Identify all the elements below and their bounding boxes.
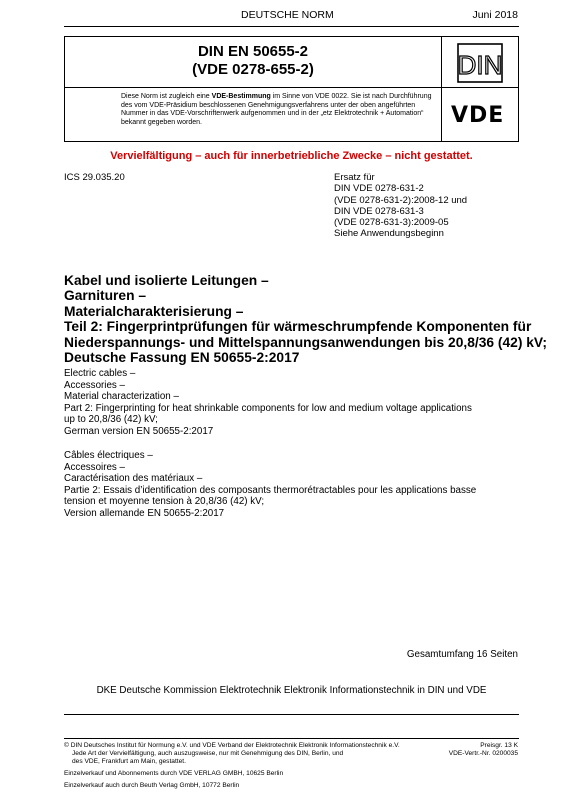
english-title-line: Electric cables – <box>64 368 136 379</box>
french-title-line: Accessoires – <box>64 461 125 473</box>
replacement-line: Siehe Anwendungsbeginn <box>334 228 444 240</box>
copy-prohibition-notice: Vervielfältigung – auch für innerbetriebliche Zwecke – nicht gestattet. <box>110 150 473 162</box>
vde-notice-part: im Sinne von VDE 0022. Sie ist nach Durchführung des vom VDE-Präsidium beschlossenen Genehmigungsverfahrens unter der oben angeführten Nummer in das VDE-Vorschriftenwerk aufgenommen und in der „etz Elektrotechnik + Automation“ bekannt gegeben worden. <box>121 93 432 126</box>
din-logo <box>457 43 503 83</box>
replacement-line: (VDE 0278-631-2):2008-12 und <box>334 194 468 206</box>
title-box <box>64 36 519 142</box>
replacement-line: Ersatz für <box>334 172 375 183</box>
title-box-vertical-divider <box>441 37 442 141</box>
header-divider <box>64 26 519 27</box>
vde-classification-number: (VDE 0278-655-2) <box>192 61 314 78</box>
copyright-line: © DIN Deutsches Institut für Normung e.V. und VDE Verband der Elektrotechnik Elektronik Informationstechnik e.V. <box>64 742 400 749</box>
english-title-line: Material characterization – <box>64 391 179 403</box>
sale-beuth-verlag: Einzelverkauf auch durch Beuth Verlag GmbH, 10772 Berlin <box>64 782 240 789</box>
vde-distribution-number: VDE-Vertr.-Nr. 0200035 <box>448 750 518 758</box>
total-pages: Gesamtumfang 16 Seiten <box>406 649 518 660</box>
replacement-info <box>334 172 467 240</box>
english-title-line: Part 2: Fingerprinting for heat shrinkable components for low and medium voltage applications <box>64 402 472 414</box>
french-title-line: tension et moyenne tension à 20,8/36 (42) kV; <box>64 496 265 508</box>
norm-label: DEUTSCHE NORM <box>241 9 334 21</box>
german-title-line: Kabel und isolierte Leitungen – <box>64 273 269 288</box>
german-title-line: Teil 2: Fingerprintprüfungen für wärmeschrumpfende Komponenten für <box>64 319 532 335</box>
english-title-line: German version EN 50655-2:2017 <box>64 425 214 437</box>
french-title-line: Partie 2: Essais d’identification des composants thermorétractables pour les applications basse <box>64 484 477 496</box>
copyright-line: des VDE, Frankfurt am Main, gestattet. <box>72 758 186 766</box>
replacement-line: DIN VDE 0278-631-2 <box>334 183 424 195</box>
din-logo-text: DIN <box>457 50 503 80</box>
ics-code: ICS 29.035.20 <box>64 172 125 183</box>
vde-notice <box>121 93 437 127</box>
vde-notice-part: Diese Norm ist zugleich eine <box>121 93 212 100</box>
german-title-line: Garnituren – <box>64 288 147 304</box>
german-title-line: Niederspannungs- und Mittelspannungsanwendungen bis 20,8/36 (42) kV; <box>64 334 547 350</box>
french-title <box>64 450 524 520</box>
english-title <box>64 368 524 438</box>
price-info <box>449 742 518 758</box>
german-title <box>64 273 547 366</box>
vde-logo: VDE <box>451 103 505 128</box>
sale-vde-verlag: Einzelverkauf und Abonnements durch VDE VERLAG GMBH, 10625 Berlin <box>64 770 284 777</box>
french-title-line: Caractérisation des matériaux – <box>64 473 203 485</box>
english-title-line: Accessories – <box>64 379 125 391</box>
german-title-line: Materialcharakterisierung – <box>64 303 244 319</box>
english-title-line: up to 20,8/36 (42) kV; <box>64 414 158 426</box>
standard-number: DIN EN 50655-2 <box>197 43 309 60</box>
copyright-notice <box>64 742 424 767</box>
replacement-line: (VDE 0278-631-3):2009-05 <box>334 217 449 229</box>
dke-line: DKE Deutsche Kommission Elektrotechnik Elektronik Informationstechnik in DIN und VDE <box>96 685 487 696</box>
french-title-line: Version allemande EN 50655-2:2017 <box>64 507 225 519</box>
footer-divider-top <box>64 714 519 715</box>
french-title-line: Câbles électriques – <box>64 450 153 461</box>
publication-date: Juni 2018 <box>472 9 518 21</box>
title-box-horizontal-divider <box>65 87 518 88</box>
copyright-line: Jede Art der Vervielfältigung, auch auszugsweise, nur mit Genehmigung des DIN, Berlin, und <box>72 750 344 758</box>
footer-divider-bottom <box>64 738 519 739</box>
price-group: Preisgr. 13 K <box>480 742 518 749</box>
german-title-line: Deutsche Fassung EN 50655-2:2017 <box>64 350 300 366</box>
vde-notice-bold: VDE-Bestimmung <box>211 93 271 100</box>
replacement-line: DIN VDE 0278-631-3 <box>334 205 424 217</box>
